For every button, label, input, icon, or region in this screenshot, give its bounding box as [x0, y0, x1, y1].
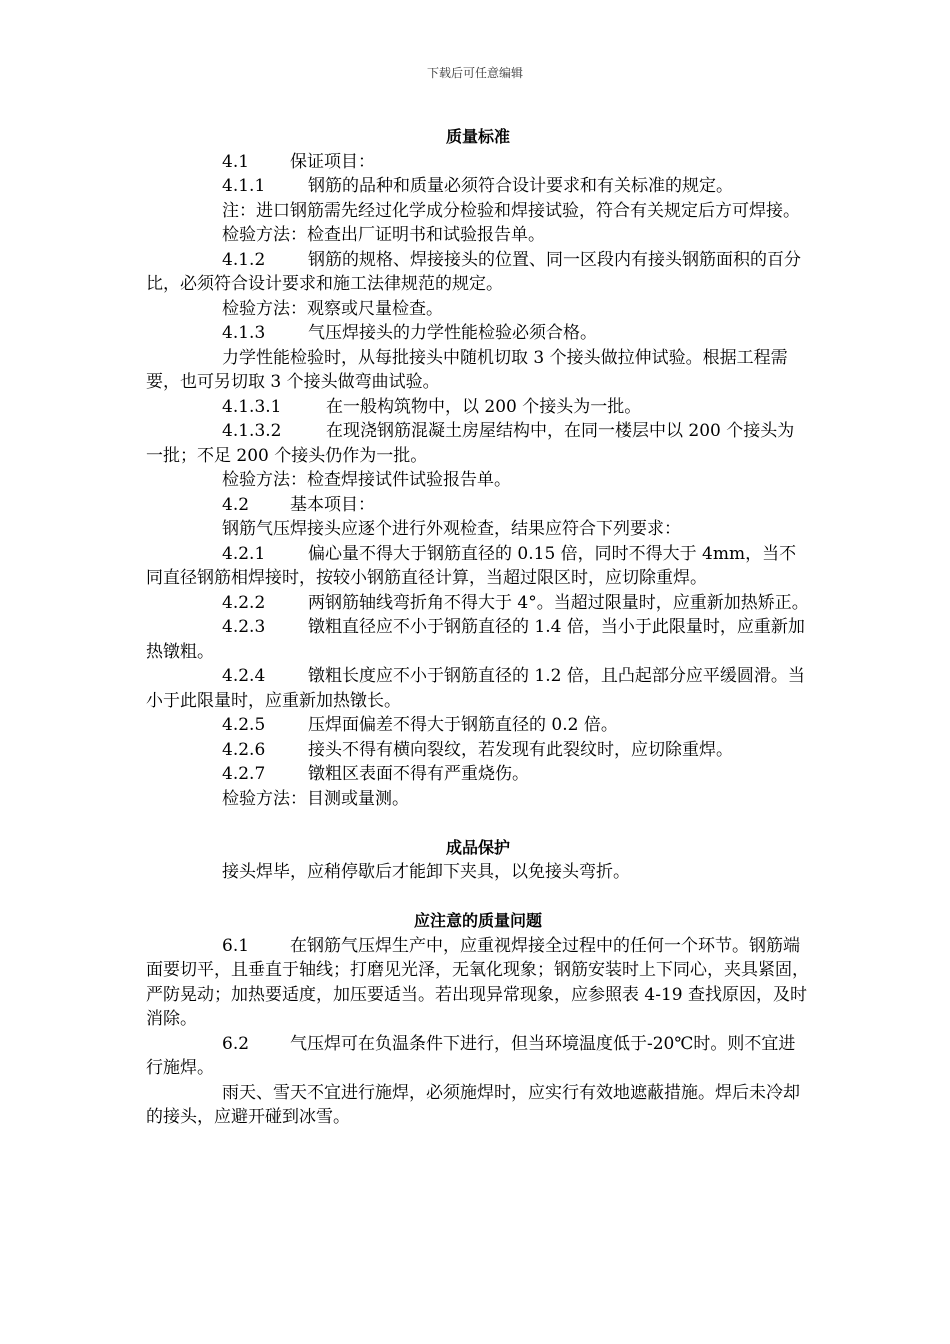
paragraph — [146, 738, 810, 763]
spacer — [146, 811, 810, 836]
clause-number: 6.2 — [222, 1033, 250, 1054]
paragraph-text: 两钢筋轴线弯折角不得大于 4°。当超过限量时，应重新加热矫正。 — [308, 592, 809, 613]
paragraph: 检验方法：目测或量测。 — [222, 788, 409, 809]
paragraph — [146, 248, 810, 297]
paragraph — [146, 493, 810, 518]
paragraph — [146, 419, 810, 468]
paragraph-text: 接头不得有横向裂纹，若发现有此裂纹时，应切除重焊。 — [308, 739, 733, 760]
clause-number: 4.1 — [222, 151, 250, 172]
paragraph — [146, 542, 810, 591]
paragraph-text: 镦粗直径应不小于钢筋直径的 1.4 倍，当小于此限量时，应重新加热镦粗。 — [146, 617, 805, 662]
clause-number: 4.1.1 — [222, 176, 266, 196]
paragraph — [146, 713, 810, 738]
paragraph-text: 钢筋的规格、焊接接头的位置、同一区段内有接头钢筋面积的百分比，必须符合设计要求和施工法律规范的规定。 — [146, 249, 801, 294]
paragraph-text: 气压焊接头的力学性能检验必须合格。 — [308, 323, 597, 343]
paragraph-text: 在现浇钢筋混凝土房屋结构中，在同一楼层中以 200 个接头为一批；不足 200 个接头仍作为一批。 — [146, 421, 795, 466]
clause-number: 6.1 — [222, 935, 250, 956]
clause-number: 4.2.4 — [222, 666, 266, 686]
paragraph: 注：进口钢筋需先经过化学成分检验和焊接试验，符合有关规定后方可焊接。 — [222, 200, 800, 221]
paragraph — [146, 664, 810, 713]
clause-number: 4.2.3 — [222, 617, 266, 637]
clause-number: 4.1.2 — [222, 249, 266, 270]
paragraph-text: 偏心量不得大于钢筋直径的 0.15 倍，同时不得大于 4mm，当不同直径钢筋相焊接时，按较小钢筋直径计算，当超过限区时，应切除重焊。 — [146, 543, 797, 588]
paragraph-text: 保证项目： — [290, 151, 375, 172]
paragraph — [146, 934, 810, 1032]
section-title-quality: 质量标准 — [445, 127, 510, 146]
clause-number: 4.2.5 — [222, 715, 266, 735]
clause-number: 4.2.7 — [222, 764, 266, 784]
paragraph — [146, 321, 810, 346]
paragraph — [146, 150, 810, 175]
clause-number: 4.2.2 — [222, 592, 266, 613]
paragraph — [146, 762, 810, 787]
paragraph — [146, 591, 810, 616]
paragraph: 雨天、雪天不宜进行施焊，必须施焊时，应实行有效地遮蔽措施。焊后未冷却的接头，应避开碰到冰雪。 — [146, 1082, 800, 1127]
paragraph-text: 气压焊可在负温条件下进行，但当环境温度低于-20℃时。则不宜进行施焊。 — [146, 1033, 796, 1078]
section-title-issues: 应注意的质量问题 — [413, 911, 542, 930]
paragraph-text: 镦粗区表面不得有严重烧伤。 — [308, 764, 529, 784]
section-title-protection: 成品保护 — [445, 837, 510, 857]
paragraph-text: 在钢筋气压焊生产中，应重视焊接全过程中的任何一个环节。钢筋端面要切平，且垂直于轴线；打磨见光泽，无氧化现象；钢筋安装时上下同心，夹具紧固，严防晃动；加热要适度，加压要适当。若出现异常现象，应参照表 4-19 查找原因，及时消除。 — [146, 935, 809, 1029]
paragraph — [146, 395, 810, 420]
document-body — [146, 125, 810, 1130]
paragraph-text: 基本项目： — [290, 494, 375, 515]
spacer — [146, 885, 810, 910]
paragraph: 力学性能检验时，从每批接头中随机切取 3 个接头做拉伸试验。根据工程需要，也可另切取 3 个接头做弯曲试验。 — [146, 347, 788, 392]
page-header: 下载后可任意编辑 — [426, 66, 523, 80]
paragraph: 检验方法：检查出厂证明书和试验报告单。 — [222, 225, 545, 245]
clause-number: 4.1.3.2 — [222, 421, 282, 441]
paragraph: 检验方法：检查焊接试件试验报告单。 — [222, 470, 511, 490]
paragraph — [146, 174, 810, 199]
paragraph-text: 压焊面偏差不得大于钢筋直径的 0.2 倍。 — [308, 715, 618, 735]
clause-number: 4.1.3 — [222, 323, 266, 343]
paragraph-text: 在一般构筑物中，以 200 个接头为一批。 — [326, 396, 642, 417]
paragraph: 接头焊毕，应稍停歇后才能卸下夹具，以免接头弯折。 — [222, 862, 630, 882]
paragraph-text: 钢筋的品种和质量必须符合设计要求和有关标准的规定。 — [308, 176, 733, 196]
paragraph — [146, 1032, 810, 1081]
paragraph — [146, 615, 810, 664]
clause-number: 4.1.3.1 — [222, 396, 282, 417]
paragraph: 钢筋气压焊接头应逐个进行外观检查，结果应符合下列要求： — [222, 519, 681, 539]
clause-number: 4.2.1 — [222, 543, 266, 564]
clause-number: 4.2 — [222, 494, 250, 515]
paragraph-text: 镦粗长度应不小于钢筋直径的 1.2 倍，且凸起部分应平缓圆滑。当小于此限量时，应重新加热镦长。 — [146, 666, 805, 711]
paragraph: 检验方法：观察或尺量检查。 — [222, 298, 443, 319]
clause-number: 4.2.6 — [222, 739, 266, 760]
